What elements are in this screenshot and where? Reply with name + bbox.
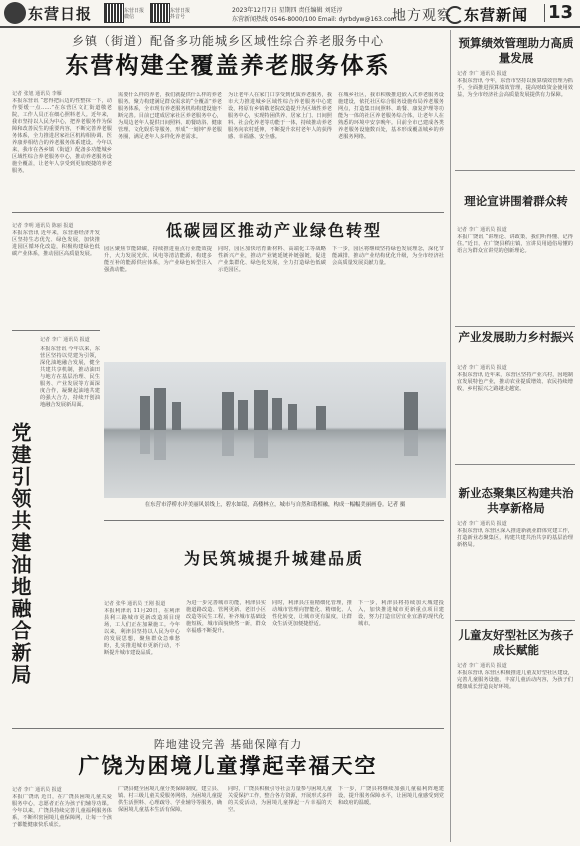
- building-shape: [140, 396, 150, 430]
- section-divider: [455, 170, 575, 171]
- section-divider: [455, 464, 575, 465]
- party-byline: 记者 李广 通讯员 报道: [40, 337, 90, 343]
- section-divider: [12, 728, 444, 729]
- qr-caption: 东营日报 微信: [124, 8, 145, 20]
- contact-line: 东营新闻热线 0546-8000/100 Email: dyrbdyw@163.com: [232, 16, 397, 23]
- party-body: 本报东营讯 今年以来，东营区坚持以党建为引领，深化油地融合发展，健全共建共享机制，推动油田与地方在基层治理、民生服务、产业发展等方面深度合作，凝聚起油地共建的强大合力，持续开创油地融合发展新局面。: [40, 346, 100, 408]
- building-shape: [404, 392, 418, 430]
- section-divider: [104, 520, 444, 521]
- building-shape: [172, 402, 181, 430]
- swirl-icon: [446, 6, 464, 24]
- water-reflection: [404, 432, 418, 456]
- right-story-title[interactable]: 理论宣讲围着群众转: [464, 194, 568, 208]
- section-divider: [455, 620, 575, 621]
- urban-body-col3: 同时，利津县注重精细化管理，推动城市管理向智能化、精细化、人性化转变，让城市更有温度，让群众生活更加便捷舒适。: [272, 600, 352, 627]
- water-reflection: [140, 432, 150, 454]
- city-waterfront-photo[interactable]: [104, 362, 446, 498]
- children-body-col1: 本报广饶讯 近日，在广饶县困境儿童关爱服务中心，志愿者正在为孩子们辅导功课。今年以来，广饶县持续完善儿童福利服务体系，不断织密困境儿童保障网，让每一个孩子都能健康快乐成长。: [12, 794, 112, 828]
- children-body-col3: 同时，广饶县积极引导社会力量参与困境儿童关爱保护工作，整合各方资源，开展形式多样的关爱活动，为困境儿童撑起一片幸福的天空。: [228, 786, 332, 813]
- lead-body-col3: 为让老年人在家门口享受到优质养老服务，我市大力推进城乡区域性综合养老服务中心建设，将原有乡镇敬老院改造提升为区域性养老服务中心，实现特困供养、居家上门、日间照料、社会化养老等功能于一体，持续推动养老服务向农村延伸，不断提升农村老年人的获得感、幸福感、安全感。: [228, 92, 332, 140]
- newspaper-logo: [4, 2, 26, 24]
- water-reflection: [222, 432, 234, 456]
- lead-body-col2: 需要什么样的养老，我们就提供什么样的养老服务。聚力构建满足群众需求的“全覆盖”养老服务体系，全市现有养老服务机构构建设施不断完善。目前已建成居家社区养老服务中心，为周边老年人提供日间照料、助餐助浴、健康管理、文化娱乐等服务，形成“一刻钟”养老服务圈，满足老年人多样化养老需求。: [118, 92, 222, 140]
- lead-headline[interactable]: 东营构建全覆盖养老服务体系: [65, 53, 391, 79]
- urban-byline: 记者 张华 通讯员 王刚 报道: [104, 601, 166, 607]
- party-vertical-headline[interactable]: 党建引领共建油地融合新局: [8, 422, 32, 686]
- children-body-col4: 下一步，广饶县将继续加强儿童福利阵地建设，提升服务保障水平，让困境儿童感受到党和政府的温暖。: [338, 786, 444, 806]
- right-story-body: 本报东营讯 东营区深入推进新就业群体党建工作，打造新业态聚集区，构建共建共治共享的基层治理新格局。: [457, 528, 573, 548]
- lead-kicker: 乡镇（街道）配备多功能城乡区域性综合养老服务中心: [71, 34, 384, 48]
- douyin-qr-code-icon[interactable]: [150, 3, 170, 23]
- green-byline: 记者 李明 通讯员 陈丽 报道: [12, 223, 74, 229]
- right-story-body: 本报广饶讯 “讲理论、讲政策，我们听得懂、记得住。”近日，在广饶县稻庄镇，宣讲员用通俗易懂的语言为群众宣讲党的创新理论。: [457, 234, 573, 254]
- green-body-col3: 同时，园区加快培育新材料、高端化工等战略性新兴产业，推动产业链延链补链强链，促进产业集群化、绿色化发展，全力打造绿色低碳示范园区。: [218, 246, 326, 273]
- right-story-body: 本报东营讯 近年来，东营区坚持产业兴村，因地制宜发展特色产业，推动农业提质增效、农民持续增收，乡村振兴之路越走越宽。: [457, 372, 573, 392]
- children-body-col2: 广饶县健全困境儿童分类保障制度，建立县、镇、村三级儿童关爱服务网络，为困境儿童提供生活照料、心理疏导、学业辅导等服务，确保困境儿童基本生活有保障。: [118, 786, 222, 813]
- lead-body-col4: 在城乡社区，我市积极推进嵌入式养老服务设施建设，依托社区综合服务设施布局养老服务网点，打造集日间照料、助餐、康复护理等功能为一体的社区养老服务综合体，让老年人在熟悉的环境中安享晚年。目前全市已建成各类养老服务设施数百处，基本形成覆盖城乡的养老服务网络。: [338, 92, 444, 140]
- right-story-byline: 记者 李广 通讯员 报道: [457, 365, 507, 371]
- right-story-body: 本报东营讯 东营区积极推进儿童友好型社区建设，完善儿童服务设施，丰富儿童活动内容，为孩子们健康成长营造良好环境。: [457, 670, 573, 690]
- water-reflection: [154, 432, 166, 460]
- page-number: 13: [548, 2, 574, 23]
- right-story-byline: 记者 李广 通讯员 报道: [457, 663, 507, 669]
- right-story-title[interactable]: 预算绩效管理助力高质量发展: [458, 36, 574, 65]
- section-divider: [12, 212, 444, 213]
- right-news-column: [450, 30, 577, 842]
- right-story-byline: 记者 李广 通讯员 报道: [457, 521, 507, 527]
- qr-caption: 东营日报 抖音号: [170, 8, 191, 20]
- green-body-col2: 园区聚焦节能降碳，持续推进重点行业能效提升，大力发展光伏、风电等清洁能源，构建多能互补的能源供应体系，为产业绿色转型注入强劲动能。: [104, 246, 212, 273]
- urban-body-col1: 本报利津讯 11月20日，在利津县利三路城市更新改造项目现场，工人们正在加紧施工。今年以来，利津县坚持以人民为中心的发展思想，聚焦群众急难愁盼，扎实推进城市更新行动，不断提升城市建设品质。: [104, 608, 180, 656]
- wechat-qr-code-icon[interactable]: [104, 3, 124, 23]
- right-story-body: 本报东营讯 今年，东营市坚持以预算绩效管理为抓手，全面推进预算绩效管理，提高财政资金使用效益，为全市经济社会高质量发展提供有力保障。: [457, 78, 573, 98]
- green-body-col4: 下一步，园区将继续坚持绿色发展理念，深化节能减排，推动产业结构优化升级，为全市经济社会高质量发展贡献力量。: [332, 246, 444, 266]
- issue-date-editor: 2023年12月7日 星期四 责任编辑 刘廷淳: [232, 7, 343, 14]
- masthead: [0, 0, 580, 28]
- building-shape: [222, 392, 234, 430]
- building-shape: [154, 388, 166, 430]
- paper-name: 东营日报: [28, 5, 93, 23]
- section-tag: 地方观察: [392, 8, 452, 24]
- right-story-title[interactable]: 产业发展助力乡村振兴: [458, 330, 574, 344]
- section-divider: [455, 326, 575, 327]
- divider: [544, 4, 545, 22]
- photo-caption: 在东营市浮桥水岸美丽风景线上，碧水如镜，高楼林立，城市与自然和谐相融，构成一幅幅美丽画卷。记者 摄: [144, 502, 406, 508]
- right-story-title[interactable]: 新业态聚集区构建共治共享新格局: [458, 486, 574, 515]
- green-body-col1: 本报东营讯 近年来，东营港经济开发区坚持生态优先、绿色发展，加快推进园区循环化改造，积极构建绿色低碳产业体系，推动园区高质量发展。: [12, 230, 100, 257]
- building-shape: [254, 390, 268, 430]
- lead-body-col1: 本报东营讯 “您得把后边的性整抹一下，动作要缓一点……”在东营区文汇街道敬老院，工作人员正在细心照料老人。近年来，我市坚持以人民为中心，把养老服务作为保障和改善民生的重要内容，不断完善养老服务体系，全力推进居家社区机构相协调、医养康养相结合的养老服务体系建设。今年以来，我市在各乡镇（街道）配备多功能城乡区域性综合养老服务中心，推动养老服务设施全覆盖，让老年人享受到更加便捷的养老服务。: [12, 98, 112, 174]
- children-kicker: 阵地建设完善 基础保障有力: [153, 738, 303, 751]
- section-divider: [12, 330, 100, 331]
- children-headline[interactable]: 广饶为困境儿童撑起幸福天空: [78, 754, 378, 778]
- building-shape: [272, 398, 282, 430]
- children-byline: 记者 李广 通讯员 报道: [12, 787, 62, 793]
- water-reflection: [254, 432, 268, 458]
- urban-body-col4: 下一步，利津县将持续加大城建投入，加快推进城市更新重点项目建设，努力打造宜居宜业宜游的现代化城市。: [358, 600, 444, 627]
- lead-byline: 记者 张旭 通讯员 李雁: [12, 91, 62, 97]
- urban-body-col2: 为进一步完善城市功能，利津县实施道路改造、管网更新、老旧小区改造等民生工程，补齐城市基础设施短板，城市面貌焕然一新，群众幸福感不断提升。: [186, 600, 266, 634]
- building-shape: [316, 406, 326, 430]
- section-name: 东营新闻: [464, 6, 529, 24]
- building-shape: [288, 404, 297, 430]
- green-headline[interactable]: 低碳园区推动产业绿色转型: [165, 221, 382, 240]
- urban-headline[interactable]: 为民筑城提升城建品质: [183, 549, 364, 568]
- right-story-byline: 记者 李广 通讯员 报道: [457, 71, 507, 77]
- building-shape: [238, 400, 248, 430]
- right-story-title[interactable]: 儿童友好型社区为孩子成长赋能: [458, 628, 574, 657]
- right-story-byline: 记者 李广 通讯员 报道: [457, 227, 507, 233]
